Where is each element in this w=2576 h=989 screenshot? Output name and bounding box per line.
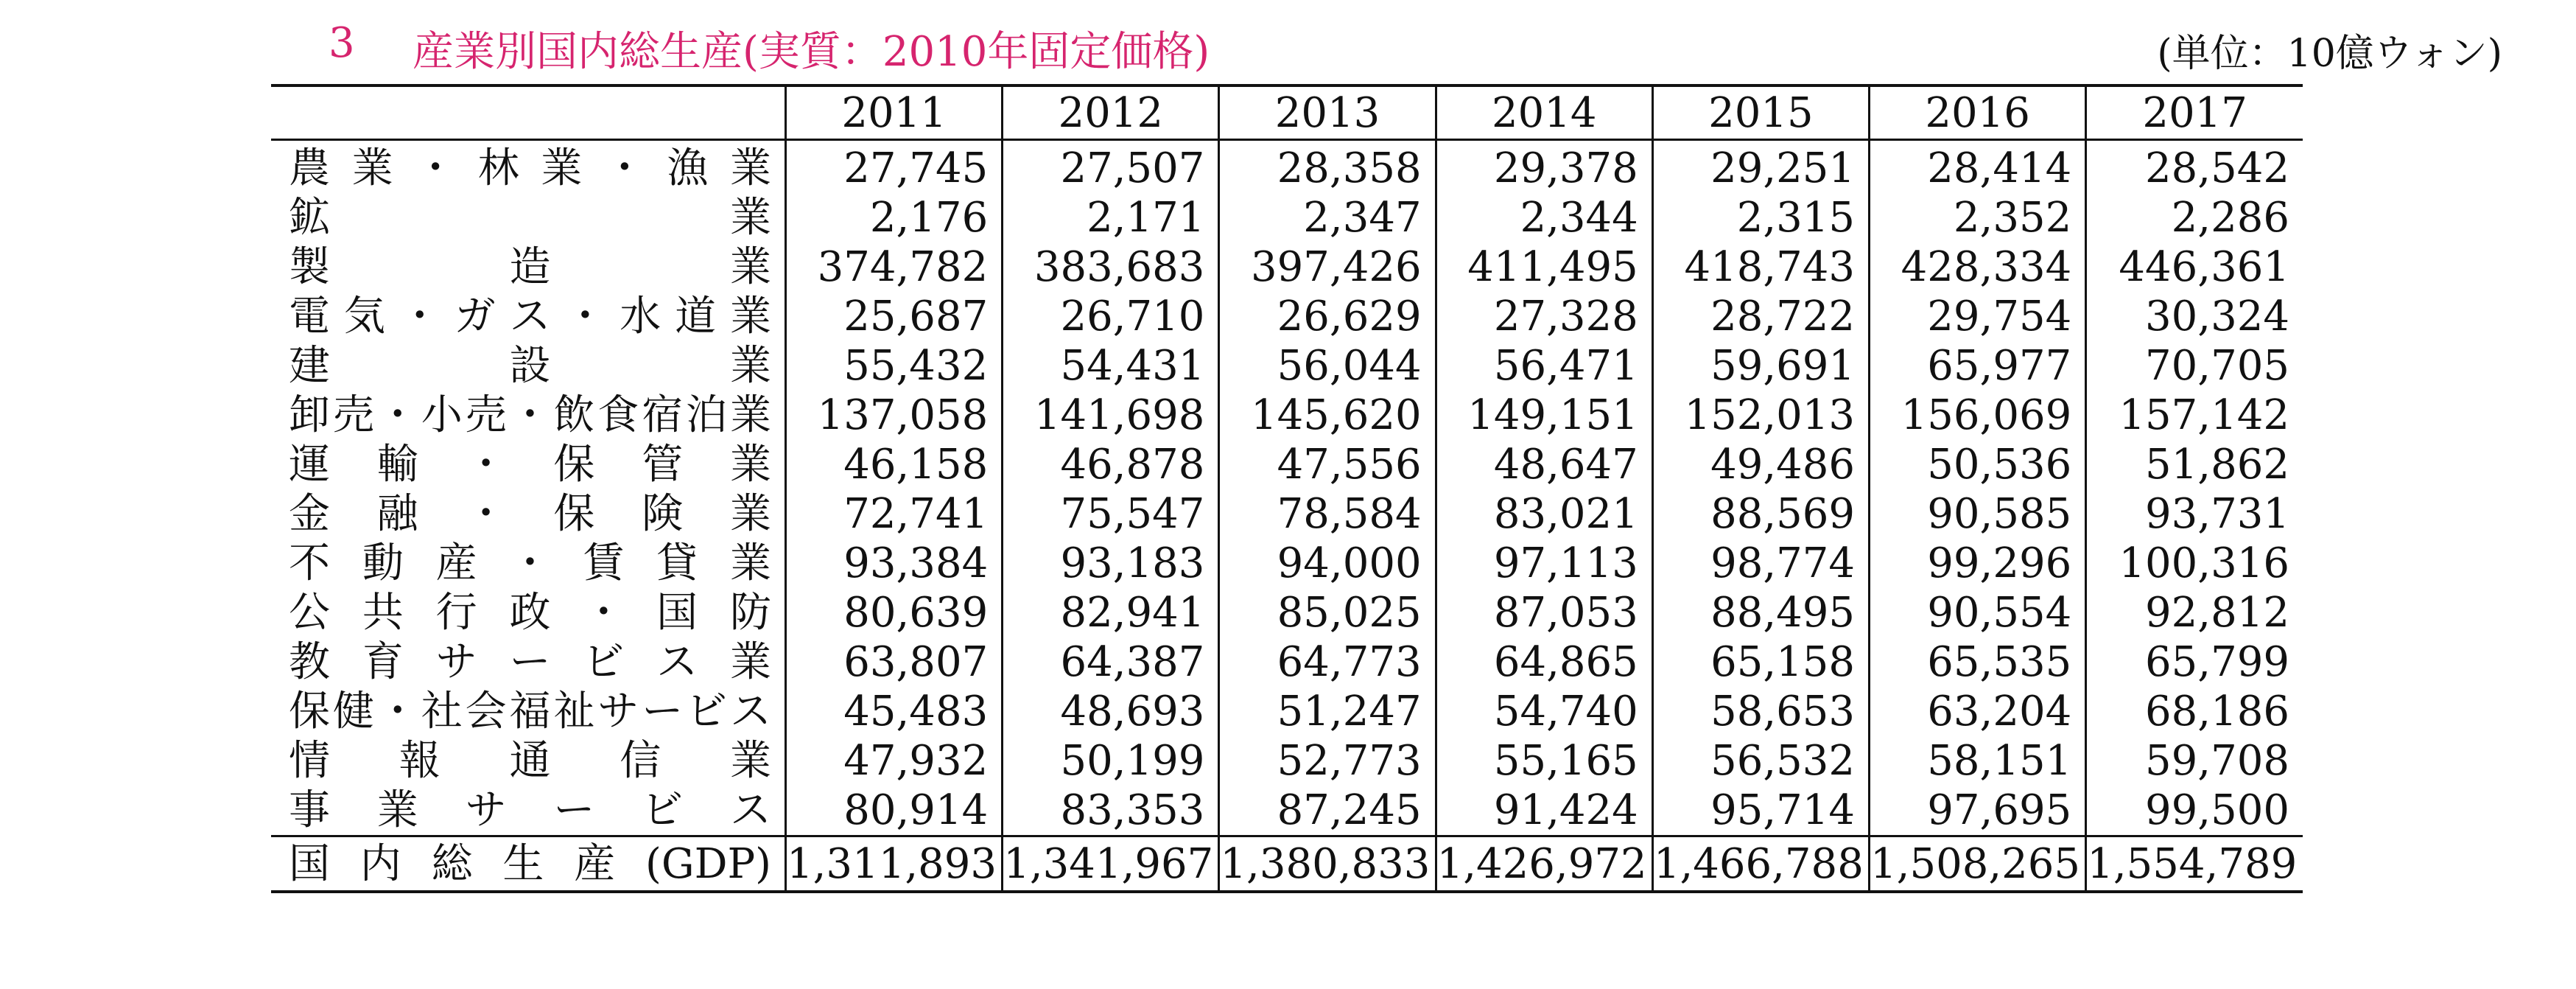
- value-cell: 2,347: [1219, 193, 1436, 242]
- value-cell: 50,199: [1003, 736, 1219, 786]
- value-cell: 55,165: [1436, 736, 1652, 786]
- value-cell: 88,569: [1652, 489, 1869, 539]
- industry-label: 製造業: [289, 243, 771, 291]
- value-cell: 446,361: [2086, 242, 2303, 292]
- value-cell: 99,296: [1870, 539, 2086, 588]
- value-cell: 428,334: [1870, 242, 2086, 292]
- year-header: 2015: [1652, 85, 1869, 140]
- value-cell: 59,691: [1652, 341, 1869, 391]
- industry-label: 情報通信業: [289, 737, 771, 785]
- value-cell: 90,554: [1870, 588, 2086, 637]
- value-cell: 49,486: [1652, 440, 1869, 489]
- industry-label: 金融・保険業: [289, 490, 771, 538]
- value-cell: 47,932: [786, 736, 1003, 786]
- value-cell: 99,500: [2086, 786, 2303, 836]
- value-cell: 149,151: [1436, 391, 1652, 440]
- year-header: 2013: [1219, 85, 1436, 140]
- value-cell: 418,743: [1652, 242, 1869, 292]
- value-cell: 70,705: [2086, 341, 2303, 391]
- value-cell: 26,710: [1003, 292, 1219, 341]
- value-cell: 2,352: [1870, 193, 2086, 242]
- table-row: [271, 140, 2303, 194]
- industry-label: 教育サービス業: [289, 638, 771, 686]
- value-cell: 65,799: [2086, 637, 2303, 687]
- value-cell: 83,353: [1003, 786, 1219, 836]
- total-value: 1,341,967: [1003, 836, 1219, 892]
- value-cell: 28,358: [1219, 140, 1436, 194]
- industry-label: 卸売・小売・飲食宿泊業: [289, 391, 771, 439]
- value-cell: 72,741: [786, 489, 1003, 539]
- value-cell: 26,629: [1219, 292, 1436, 341]
- industry-label: 不動産・賃貸業: [289, 539, 771, 587]
- total-value: 1,311,893: [786, 836, 1003, 892]
- value-cell: 56,471: [1436, 341, 1652, 391]
- value-cell: 97,113: [1436, 539, 1652, 588]
- value-cell: 54,740: [1436, 687, 1652, 736]
- value-cell: 52,773: [1219, 736, 1436, 786]
- total-row: [271, 836, 2303, 892]
- value-cell: 46,158: [786, 440, 1003, 489]
- value-cell: 100,316: [2086, 539, 2303, 588]
- value-cell: 80,914: [786, 786, 1003, 836]
- value-cell: 56,532: [1652, 736, 1869, 786]
- table-row: [271, 489, 2303, 539]
- value-cell: 75,547: [1003, 489, 1219, 539]
- table-title: 産業別国内総生産(実質：2010年固定価格): [413, 28, 1210, 76]
- value-cell: 64,773: [1219, 637, 1436, 687]
- value-cell: 397,426: [1219, 242, 1436, 292]
- value-cell: 82,941: [1003, 588, 1219, 637]
- value-cell: 45,483: [786, 687, 1003, 736]
- value-cell: 137,058: [786, 391, 1003, 440]
- table-row: [271, 539, 2303, 588]
- value-cell: 28,722: [1652, 292, 1869, 341]
- value-cell: 78,584: [1219, 489, 1436, 539]
- industry-label: 建設業: [289, 342, 771, 390]
- value-cell: 2,344: [1436, 193, 1652, 242]
- value-cell: 80,639: [786, 588, 1003, 637]
- year-header: 2011: [786, 85, 1003, 140]
- table-row: [271, 637, 2303, 687]
- table-number: 3: [329, 19, 355, 67]
- value-cell: 141,698: [1003, 391, 1219, 440]
- value-cell: 87,245: [1219, 786, 1436, 836]
- value-cell: 2,286: [2086, 193, 2303, 242]
- total-value: 1,380,833: [1219, 836, 1436, 892]
- value-cell: 87,053: [1436, 588, 1652, 637]
- value-cell: 27,507: [1003, 140, 1219, 194]
- total-label: 国内総生産(GDP): [271, 836, 786, 892]
- value-cell: 29,251: [1652, 140, 1869, 194]
- value-cell: 2,171: [1003, 193, 1219, 242]
- value-cell: 47,556: [1219, 440, 1436, 489]
- value-cell: 51,247: [1219, 687, 1436, 736]
- value-cell: 156,069: [1870, 391, 2086, 440]
- value-cell: 50,536: [1870, 440, 2086, 489]
- table-row: [271, 736, 2303, 786]
- total-value: 1,554,789: [2086, 836, 2303, 892]
- table-caption: [0, 13, 2576, 80]
- value-cell: 383,683: [1003, 242, 1219, 292]
- value-cell: 58,653: [1652, 687, 1869, 736]
- industry-label: 事業サービス: [289, 786, 771, 834]
- value-cell: 374,782: [786, 242, 1003, 292]
- total-value: 1,426,972: [1436, 836, 1652, 892]
- unit-note: (単位：10億ウォン): [2157, 32, 2502, 76]
- value-cell: 68,186: [2086, 687, 2303, 736]
- value-cell: 85,025: [1219, 588, 1436, 637]
- value-cell: 46,878: [1003, 440, 1219, 489]
- industry-label: 鉱業: [289, 194, 771, 242]
- value-cell: 90,585: [1870, 489, 2086, 539]
- value-cell: 65,977: [1870, 341, 2086, 391]
- total-value: 1,466,788: [1652, 836, 1869, 892]
- value-cell: 2,315: [1652, 193, 1869, 242]
- header-row: [271, 85, 2303, 140]
- value-cell: 56,044: [1219, 341, 1436, 391]
- gdp-by-industry-table: [271, 84, 2303, 893]
- value-cell: 64,387: [1003, 637, 1219, 687]
- value-cell: 94,000: [1219, 539, 1436, 588]
- value-cell: 48,693: [1003, 687, 1219, 736]
- total-value: 1,508,265: [1870, 836, 2086, 892]
- value-cell: 411,495: [1436, 242, 1652, 292]
- value-cell: 65,535: [1870, 637, 2086, 687]
- industry-label: 電気・ガス・水道業: [289, 293, 771, 340]
- value-cell: 58,151: [1870, 736, 2086, 786]
- value-cell: 93,731: [2086, 489, 2303, 539]
- table-row: [271, 341, 2303, 391]
- table-row: [271, 193, 2303, 242]
- value-cell: 63,807: [786, 637, 1003, 687]
- value-cell: 28,414: [1870, 140, 2086, 194]
- value-cell: 145,620: [1219, 391, 1436, 440]
- value-cell: 91,424: [1436, 786, 1652, 836]
- value-cell: 59,708: [2086, 736, 2303, 786]
- value-cell: 93,384: [786, 539, 1003, 588]
- table-row: [271, 687, 2303, 736]
- table-row: [271, 588, 2303, 637]
- value-cell: 157,142: [2086, 391, 2303, 440]
- value-cell: 98,774: [1652, 539, 1869, 588]
- value-cell: 88,495: [1652, 588, 1869, 637]
- value-cell: 152,013: [1652, 391, 1869, 440]
- table-row: [271, 786, 2303, 836]
- value-cell: 65,158: [1652, 637, 1869, 687]
- value-cell: 83,021: [1436, 489, 1652, 539]
- industry-label: 公共行政・国防: [289, 589, 771, 637]
- value-cell: 55,432: [786, 341, 1003, 391]
- year-header: 2017: [2086, 85, 2303, 140]
- value-cell: 27,328: [1436, 292, 1652, 341]
- value-cell: 27,745: [786, 140, 1003, 194]
- year-header: 2012: [1003, 85, 1219, 140]
- value-cell: 63,204: [1870, 687, 2086, 736]
- value-cell: 95,714: [1652, 786, 1869, 836]
- value-cell: 30,324: [2086, 292, 2303, 341]
- year-header: 2016: [1870, 85, 2086, 140]
- value-cell: 64,865: [1436, 637, 1652, 687]
- value-cell: 2,176: [786, 193, 1003, 242]
- table-row: [271, 242, 2303, 292]
- value-cell: 97,695: [1870, 786, 2086, 836]
- year-header: 2014: [1436, 85, 1652, 140]
- value-cell: 28,542: [2086, 140, 2303, 194]
- value-cell: 51,862: [2086, 440, 2303, 489]
- table-row: [271, 292, 2303, 341]
- value-cell: 25,687: [786, 292, 1003, 341]
- value-cell: 48,647: [1436, 440, 1652, 489]
- corner-cell: [271, 85, 786, 140]
- industry-label: 保健・社会福祉サービス: [289, 688, 771, 735]
- table-row: [271, 391, 2303, 440]
- value-cell: 92,812: [2086, 588, 2303, 637]
- industry-label: 運輸・保管業: [289, 441, 771, 489]
- value-cell: 29,378: [1436, 140, 1652, 194]
- value-cell: 29,754: [1870, 292, 2086, 341]
- table-row: [271, 440, 2303, 489]
- value-cell: 54,431: [1003, 341, 1219, 391]
- industry-label: 農業・林業・漁業: [289, 144, 771, 192]
- value-cell: 93,183: [1003, 539, 1219, 588]
